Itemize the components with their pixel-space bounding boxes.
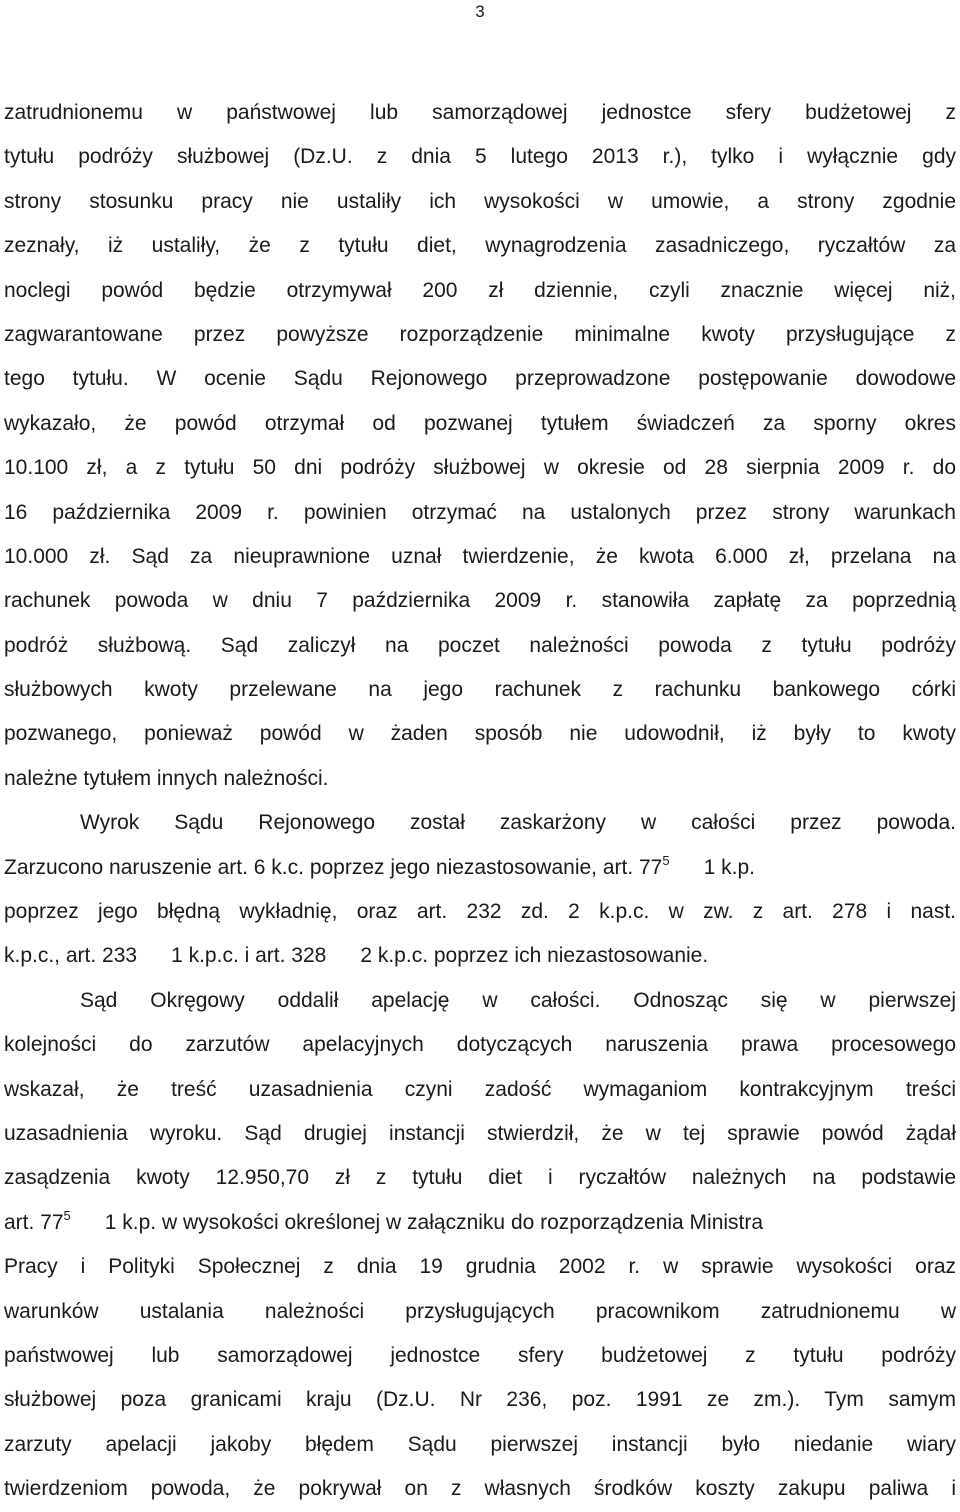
text-fragment: 1 k.p.	[703, 855, 755, 879]
text-line: należne tytułem innych należności.	[4, 766, 329, 790]
text-fragment: Zarzucono naruszenie art. 6 k.c. poprzez jego niezastosowanie, art. 77	[4, 855, 663, 879]
text-fragment: art. 77	[4, 1210, 64, 1234]
text-line: zasądzenia kwoty 12.950,70 zł z tytułu diet i ryczałtów należnych na podstawie	[4, 1166, 956, 1190]
text-line-with-section-sign	[4, 1201, 956, 1245]
text-line: służbowej poza granicami kraju (Dz.U. Nr 236, poz. 1991 ze zm.). Tym samym	[4, 1388, 956, 1412]
text-line: noclegi powód będzie otrzymywał 200 zł dziennie, czyli znacznie więcej niż,	[4, 278, 956, 302]
text-line: służbowych kwoty przelewane na jego rachunek z rachunku bankowego córki	[4, 678, 956, 702]
superscript: 5	[63, 1207, 71, 1223]
text-line: 10.100 zł, a z tytułu 50 dni podróży służbowej w okresie od 28 sierpnia 2009 r. do	[4, 456, 956, 480]
text-line: strony stosunku pracy nie ustaliły ich wysokości w umowie, a strony zgodnie	[4, 189, 956, 213]
text-line: 16 października 2009 r. powinien otrzymać na ustalonych przez strony warunkach	[4, 500, 956, 524]
text-fragment: k.p.c., art. 233	[4, 944, 138, 968]
text-line: zarzuty apelacji jakoby błędem Sądu pierwszej instancji było niedanie wiary	[4, 1432, 956, 1456]
text-line: Wyrok Sądu Rejonowego został zaskarżony w całości przez powoda.	[80, 811, 956, 835]
body-text	[4, 91, 956, 1512]
text-line: zagwarantowane przez powyższe rozporządzenie minimalne kwoty przysługujące z	[4, 322, 956, 346]
superscript: 5	[662, 852, 670, 868]
section-sign-gap	[670, 852, 704, 878]
text-line: tytułu podróży służbowej (Dz.U. z dnia 5 lutego 2013 r.), tylko i wyłącznie gdy	[4, 145, 956, 169]
text-line-with-section-signs	[4, 934, 956, 978]
text-line: 10.000 zł. Sąd za nieuprawnione uznał twierdzenie, że kwota 6.000 zł, przelana na	[4, 544, 956, 568]
section-sign-gap	[137, 940, 171, 966]
text-line: wykazało, że powód otrzymał od pozwanej tytułem świadczeń za sporny okres	[4, 411, 956, 435]
section-sign-gap	[326, 940, 360, 966]
text-fragment: 1 k.p. w wysokości określonej w załączniku do rozporządzenia Ministra	[104, 1210, 764, 1234]
text-line: Sąd Okręgowy oddalił apelację w całości. Odnosząc się w pierwszej	[80, 988, 956, 1012]
page-number: 3	[475, 2, 485, 21]
text-line: państwowej lub samorządowej jednostce sfery budżetowej z tytułu podróży	[4, 1343, 956, 1367]
text-line: tego tytułu. W ocenie Sądu Rejonowego przeprowadzone postępowanie dowodowe	[4, 367, 956, 391]
text-line: zeznały, iż ustaliły, że z tytułu diet, wynagrodzenia zasadniczego, ryczałtów za	[4, 234, 956, 258]
text-line-with-section-sign	[4, 846, 956, 890]
section-sign-gap	[71, 1207, 105, 1233]
text-fragment: 2 k.p.c. poprzez ich niezastosowanie.	[360, 944, 709, 968]
text-line: rachunek powoda w dniu 7 października 2009 r. stanowiła zapłatę za poprzednią	[4, 589, 956, 613]
text-line: warunków ustalania należności przysługujących pracownikom zatrudnionemu w	[4, 1299, 956, 1323]
text-fragment: 1 k.p.c. i art. 328	[171, 944, 327, 968]
text-line: zatrudnionemu w państwowej lub samorządowej jednostce sfery budżetowej z	[4, 101, 956, 124]
text-line: twierdzeniom powoda, że pokrywał on z własnych środków koszty zakupu paliwa i	[4, 1477, 956, 1501]
text-line: wskazał, że treść uzasadnienia czyni zadość wymaganiom kontrakcyjnym treści	[4, 1077, 956, 1101]
text-line: pozwanego, ponieważ powód w żaden sposób nie udowodnił, iż były to kwoty	[4, 722, 956, 746]
text-line: Pracy i Polityki Społecznej z dnia 19 grudnia 2002 r. w sprawie wysokości oraz	[4, 1255, 956, 1279]
text-line: poprzez jego błędną wykładnię, oraz art. 232 zd. 2 k.p.c. w zw. z art. 278 i nast.	[4, 900, 956, 924]
text-line: uzasadnienia wyroku. Sąd drugiej instancji stwierdził, że w tej sprawie powód żądał	[4, 1121, 956, 1145]
text-line: kolejności do zarzutów apelacyjnych dotyczących naruszenia prawa procesowego	[4, 1033, 956, 1057]
text-line: podróż służbową. Sąd zaliczył na poczet należności powoda z tytułu podróży	[4, 633, 956, 657]
